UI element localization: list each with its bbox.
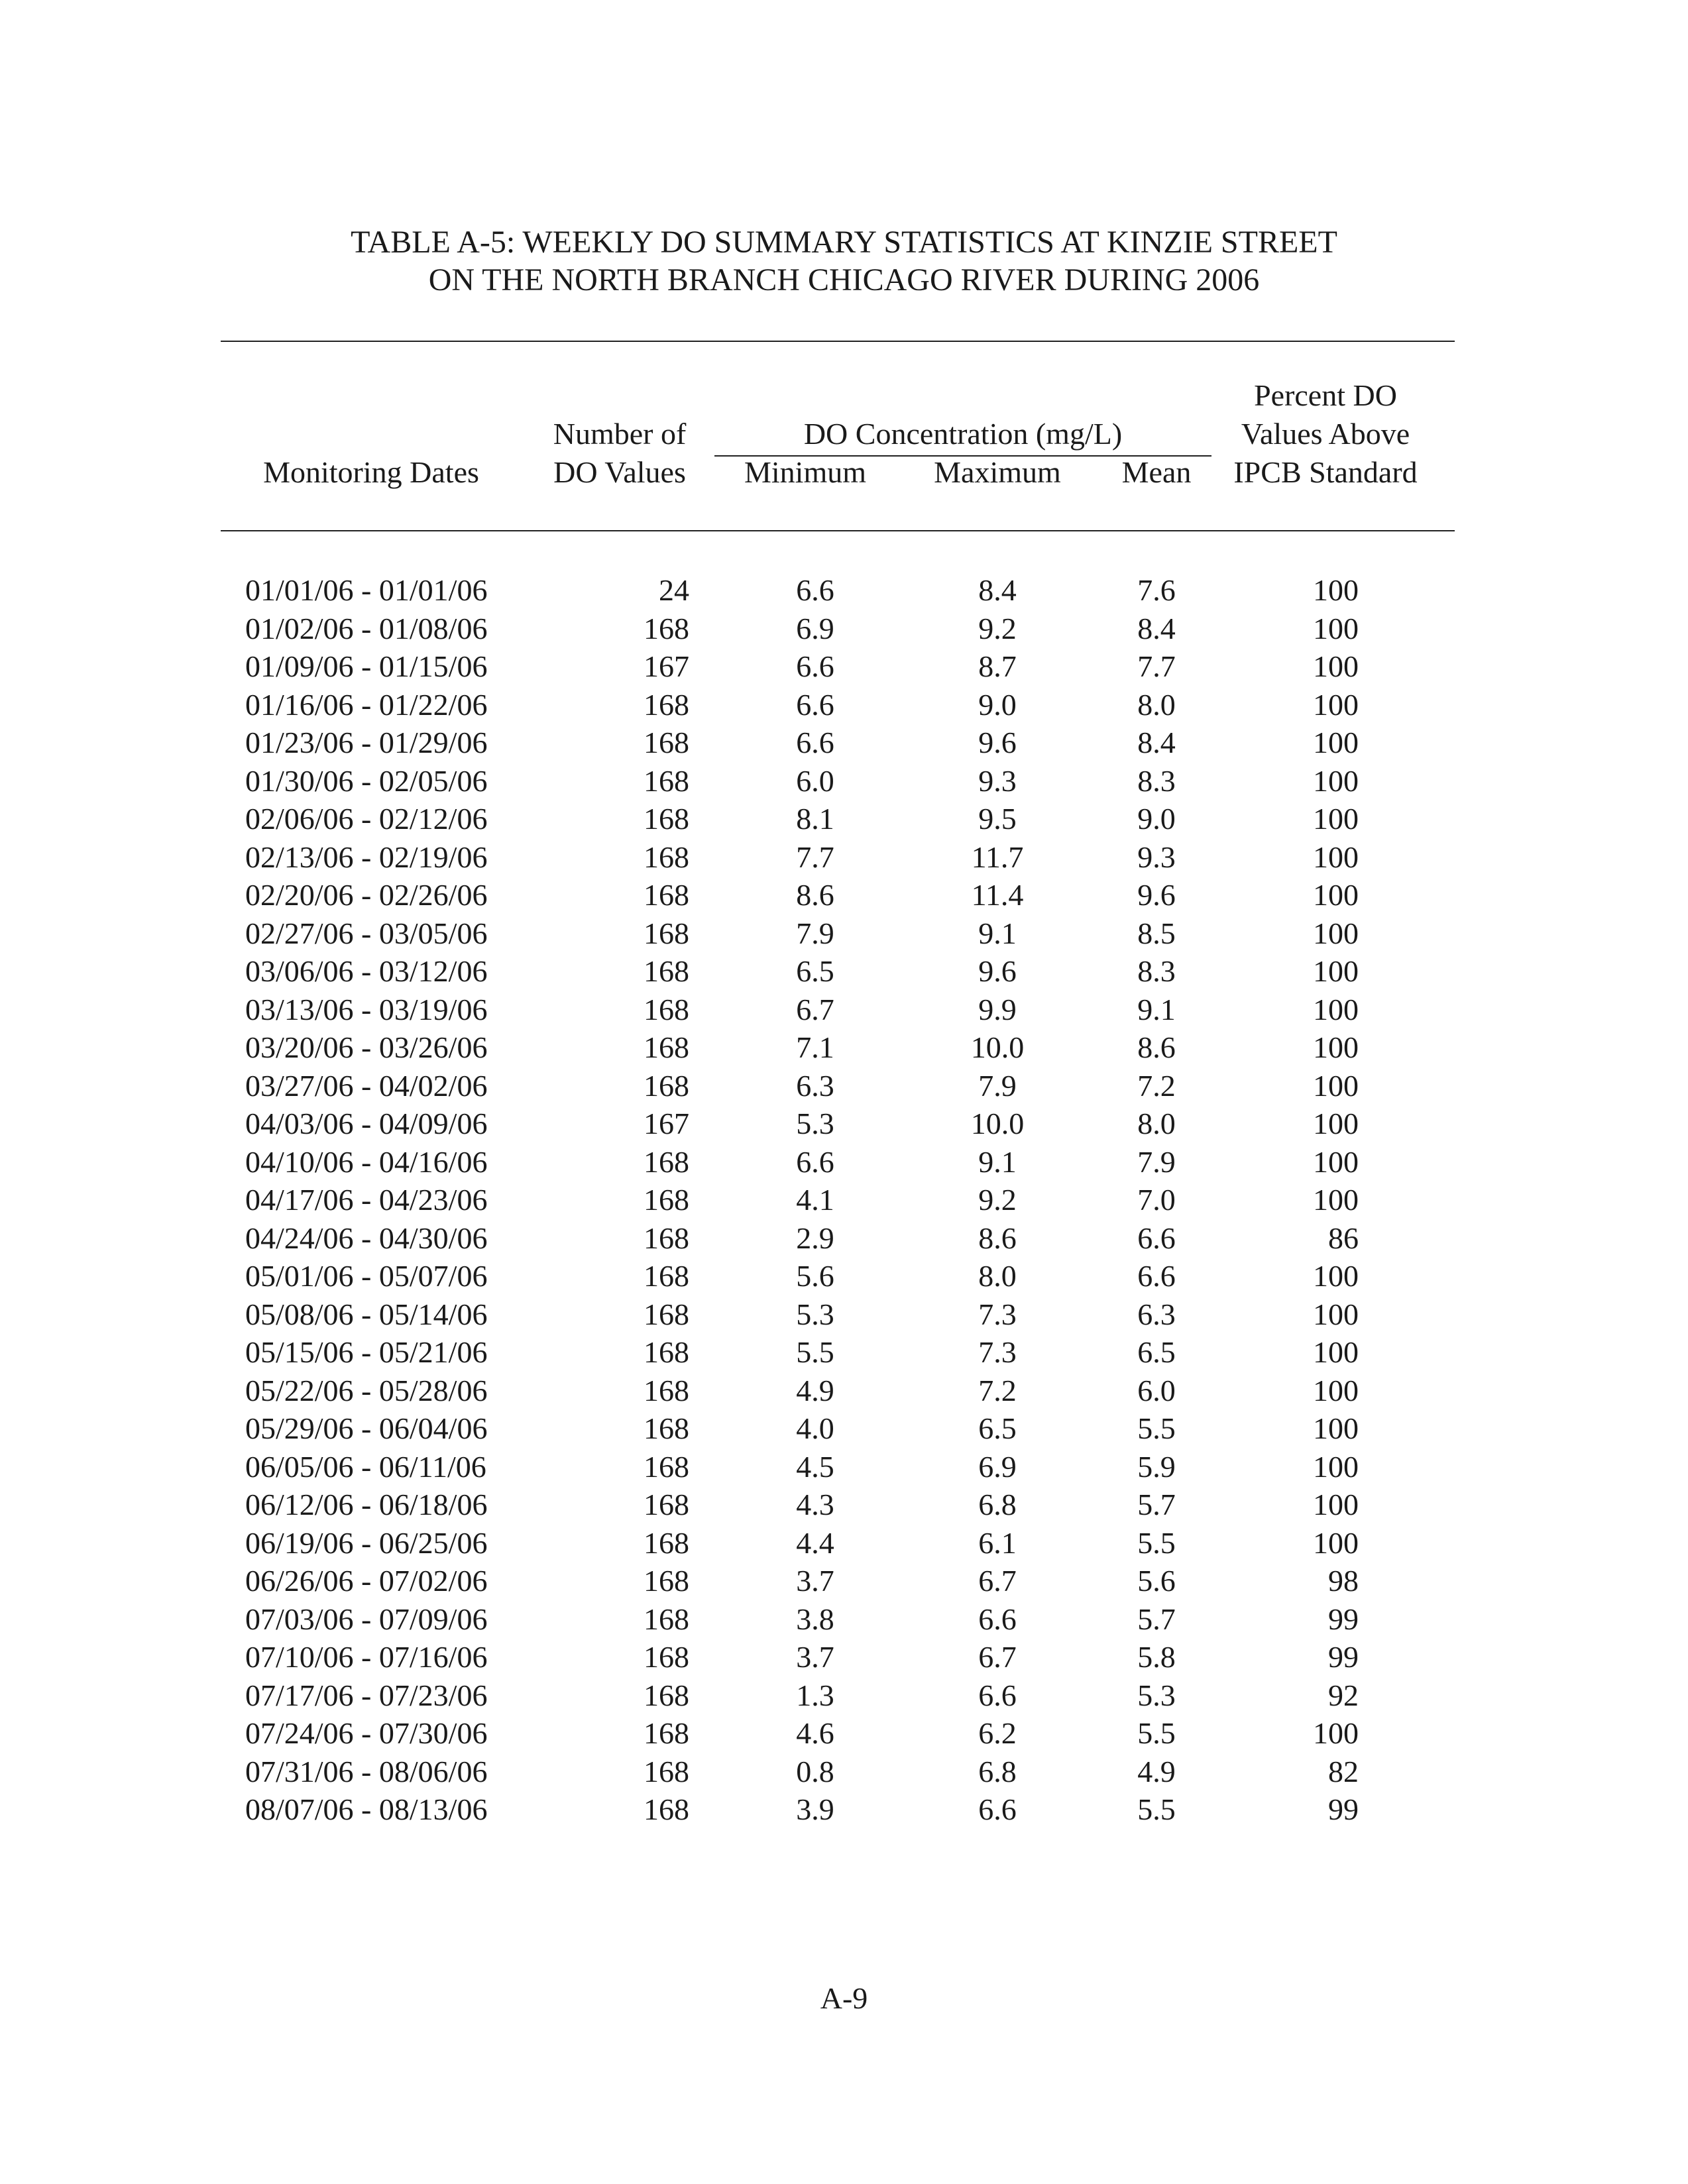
do-count-cell: 168: [644, 1754, 689, 1788]
table-row: [0, 1409, 1688, 1448]
minimum-cell: 4.6: [796, 1716, 834, 1750]
mean-cell: 6.3: [1137, 1297, 1176, 1331]
maximum-cell: 7.3: [978, 1297, 1017, 1331]
mean-cell: 7.0: [1137, 1183, 1176, 1217]
monitoring-date-cell: 03/20/06 - 03/26/06: [245, 1030, 488, 1064]
maximum-cell: 7.9: [978, 1068, 1017, 1103]
table-title-line-2: ON THE NORTH BRANCH CHICAGO RIVER DURING 2006: [428, 262, 1260, 298]
maximum-cell: 9.9: [978, 992, 1017, 1026]
maximum-cell: 6.5: [978, 1411, 1017, 1445]
do-count-cell: 168: [644, 1297, 689, 1331]
minimum-cell: 6.3: [796, 1068, 834, 1103]
percent-cell: 100: [1313, 1144, 1359, 1179]
header-top-rule: [221, 341, 1455, 342]
percent-cell: 82: [1328, 1754, 1359, 1788]
mean-cell: 5.5: [1137, 1525, 1176, 1560]
do-count-cell: 168: [644, 840, 689, 874]
mean-cell: 5.3: [1137, 1678, 1176, 1712]
monitoring-date-cell: 07/24/06 - 07/30/06: [245, 1716, 488, 1750]
maximum-cell: 9.2: [978, 611, 1017, 645]
mean-cell: 8.3: [1137, 763, 1176, 798]
percent-cell: 100: [1313, 687, 1359, 722]
mean-cell: 8.6: [1137, 1030, 1176, 1064]
mean-cell: 9.0: [1137, 802, 1176, 836]
percent-cell: 100: [1313, 916, 1359, 950]
monitoring-date-cell: 07/10/06 - 07/16/06: [245, 1640, 488, 1674]
table-row: [0, 1333, 1688, 1372]
mean-cell: 8.4: [1137, 726, 1176, 759]
monitoring-date-cell: 03/13/06 - 03/19/06: [245, 992, 488, 1026]
percent-cell: 100: [1313, 573, 1359, 607]
table-row: [0, 1181, 1688, 1219]
minimum-cell: 7.1: [796, 1030, 834, 1064]
percent-cell: 92: [1328, 1678, 1359, 1712]
mean-cell: 8.4: [1137, 611, 1176, 645]
minimum-cell: 4.1: [796, 1183, 834, 1217]
monitoring-date-cell: 03/06/06 - 03/12/06: [245, 954, 488, 988]
percent-cell: 100: [1313, 1030, 1359, 1064]
maximum-cell: 6.2: [978, 1716, 1017, 1750]
maximum-cell: 9.0: [978, 687, 1017, 722]
monitoring-date-cell: 06/05/06 - 06/11/06: [245, 1449, 486, 1484]
maximum-cell: 8.6: [978, 1221, 1017, 1255]
minimum-cell: 4.9: [796, 1373, 834, 1407]
monitoring-date-cell: 04/17/06 - 04/23/06: [245, 1183, 488, 1217]
table-row: [0, 1295, 1688, 1334]
header-minimum: Minimum: [744, 455, 867, 489]
maximum-cell: 6.6: [978, 1792, 1017, 1826]
header-percent-line3: IPCB Standard: [1233, 455, 1418, 489]
percent-cell: 98: [1328, 1564, 1359, 1598]
minimum-cell: 6.9: [796, 611, 834, 645]
do-count-cell: 168: [644, 1411, 689, 1445]
table-row: [0, 1257, 1688, 1295]
mean-cell: 9.6: [1137, 878, 1176, 912]
minimum-cell: 8.1: [796, 802, 834, 836]
monitoring-date-cell: 02/27/06 - 03/05/06: [245, 916, 488, 950]
table-row: [0, 571, 1688, 610]
monitoring-date-cell: 05/22/06 - 05/28/06: [245, 1373, 488, 1407]
do-count-cell: 168: [644, 611, 689, 645]
table-row: [0, 1600, 1688, 1639]
percent-cell: 100: [1313, 1373, 1359, 1407]
percent-cell: 100: [1313, 878, 1359, 912]
percent-cell: 100: [1313, 1411, 1359, 1445]
percent-cell: 100: [1313, 992, 1359, 1026]
percent-cell: 99: [1328, 1602, 1359, 1636]
header-mean: Mean: [1121, 455, 1192, 489]
maximum-cell: 6.6: [978, 1602, 1017, 1636]
mean-cell: 6.6: [1137, 1259, 1176, 1293]
do-count-cell: 168: [644, 1259, 689, 1293]
minimum-cell: 5.3: [796, 1107, 834, 1140]
do-count-cell: 168: [644, 1488, 689, 1521]
do-count-cell: 168: [644, 1183, 689, 1217]
percent-cell: 100: [1313, 1297, 1359, 1331]
minimum-cell: 1.3: [796, 1678, 834, 1712]
table-row: [0, 952, 1688, 991]
do-count-cell: 168: [644, 1030, 689, 1064]
minimum-cell: 6.0: [796, 763, 834, 798]
monitoring-date-cell: 03/27/06 - 04/02/06: [245, 1068, 488, 1103]
minimum-cell: 0.8: [796, 1754, 834, 1788]
table-row: [0, 1753, 1688, 1791]
do-count-cell: 168: [644, 687, 689, 722]
header-maximum: Maximum: [934, 455, 1061, 489]
minimum-cell: 4.5: [796, 1449, 834, 1484]
mean-cell: 5.5: [1137, 1411, 1176, 1445]
minimum-cell: 7.7: [796, 840, 834, 874]
minimum-cell: 4.0: [796, 1411, 834, 1445]
monitoring-date-cell: 02/13/06 - 02/19/06: [245, 840, 488, 874]
mean-cell: 7.7: [1137, 649, 1176, 683]
mean-cell: 6.0: [1137, 1373, 1176, 1407]
monitoring-date-cell: 06/19/06 - 06/25/06: [245, 1525, 488, 1560]
do-count-cell: 168: [644, 1716, 689, 1750]
monitoring-date-cell: 04/03/06 - 04/09/06: [245, 1107, 488, 1140]
percent-cell: 86: [1328, 1221, 1359, 1255]
table-row: [0, 762, 1688, 800]
mean-cell: 5.9: [1137, 1449, 1176, 1484]
do-count-cell: 168: [644, 1792, 689, 1826]
monitoring-date-cell: 05/29/06 - 06/04/06: [245, 1411, 488, 1445]
minimum-cell: 6.6: [796, 726, 834, 759]
maximum-cell: 10.0: [970, 1030, 1025, 1064]
do-count-cell: 168: [644, 726, 689, 759]
table-row: [0, 1714, 1688, 1753]
mean-cell: 5.8: [1137, 1640, 1176, 1674]
mean-cell: 8.0: [1137, 1107, 1176, 1140]
table-row: [0, 1028, 1688, 1067]
percent-cell: 100: [1313, 1716, 1359, 1750]
do-count-cell: 168: [644, 1335, 689, 1369]
minimum-cell: 6.6: [796, 1144, 834, 1179]
monitoring-date-cell: 07/17/06 - 07/23/06: [245, 1678, 488, 1712]
percent-cell: 100: [1313, 763, 1359, 798]
maximum-cell: 10.0: [970, 1107, 1025, 1140]
minimum-cell: 4.3: [796, 1488, 834, 1521]
mean-cell: 4.9: [1137, 1754, 1176, 1788]
mean-cell: 5.5: [1137, 1792, 1176, 1826]
table-row: [0, 1143, 1688, 1181]
percent-cell: 100: [1313, 726, 1359, 759]
minimum-cell: 6.6: [796, 649, 834, 683]
maximum-cell: 9.6: [978, 726, 1017, 759]
table-row: [0, 1105, 1688, 1143]
table-row: [0, 610, 1688, 648]
do-count-cell: 168: [644, 916, 689, 950]
maximum-cell: 6.6: [978, 1678, 1017, 1712]
percent-cell: 100: [1313, 611, 1359, 645]
table-row: [0, 914, 1688, 953]
do-count-cell: 168: [644, 1373, 689, 1407]
header-percent-line2: Values Above: [1241, 417, 1410, 451]
table-row: [0, 1524, 1688, 1562]
mean-cell: 6.5: [1137, 1335, 1176, 1369]
do-count-cell: 24: [659, 573, 689, 607]
table-row: [0, 838, 1688, 877]
table-row: [0, 1638, 1688, 1676]
do-count-cell: 168: [644, 763, 689, 798]
table-row: [0, 647, 1688, 686]
mean-cell: 5.5: [1137, 1716, 1176, 1750]
monitoring-date-cell: 01/01/06 - 01/01/06: [245, 573, 488, 607]
do-count-cell: 168: [644, 1144, 689, 1179]
mean-cell: 7.9: [1137, 1144, 1176, 1179]
table-row: [0, 1790, 1688, 1829]
monitoring-date-cell: 01/02/06 - 01/08/06: [245, 611, 488, 645]
table-row: [0, 686, 1688, 724]
maximum-cell: 9.1: [978, 916, 1017, 950]
percent-cell: 100: [1313, 649, 1359, 683]
mean-cell: 8.5: [1137, 916, 1176, 950]
mean-cell: 7.2: [1137, 1068, 1176, 1103]
maximum-cell: 9.6: [978, 954, 1017, 988]
maximum-cell: 8.7: [978, 649, 1017, 683]
percent-cell: 100: [1313, 1183, 1359, 1217]
minimum-cell: 5.3: [796, 1297, 834, 1331]
minimum-cell: 6.6: [796, 687, 834, 722]
maximum-cell: 6.8: [978, 1754, 1017, 1788]
mean-cell: 7.6: [1137, 573, 1176, 607]
mean-cell: 9.3: [1137, 840, 1176, 874]
monitoring-date-cell: 01/16/06 - 01/22/06: [245, 687, 488, 722]
do-count-cell: 168: [644, 1564, 689, 1598]
percent-cell: 100: [1313, 1259, 1359, 1293]
table-title-line-1: TABLE A-5: WEEKLY DO SUMMARY STATISTICS AT KINZIE STREET: [351, 225, 1337, 260]
table-row: [0, 724, 1688, 762]
do-count-cell: 168: [644, 1678, 689, 1712]
maximum-cell: 6.9: [978, 1449, 1017, 1484]
table-row: [0, 876, 1688, 914]
maximum-cell: 8.0: [978, 1259, 1017, 1293]
monitoring-date-cell: 02/06/06 - 02/12/06: [245, 802, 488, 836]
minimum-cell: 5.5: [796, 1335, 834, 1369]
maximum-cell: 7.2: [978, 1373, 1017, 1407]
monitoring-date-cell: 05/15/06 - 05/21/06: [245, 1335, 488, 1369]
maximum-cell: 9.3: [978, 763, 1017, 798]
mean-cell: 6.6: [1137, 1221, 1176, 1255]
percent-cell: 100: [1313, 1488, 1359, 1521]
percent-cell: 100: [1313, 840, 1359, 874]
maximum-cell: 11.7: [971, 840, 1024, 874]
do-count-cell: 168: [644, 878, 689, 912]
table-row: [0, 1067, 1688, 1105]
maximum-cell: 6.1: [978, 1525, 1017, 1560]
do-count-cell: 168: [644, 992, 689, 1026]
table-row: [0, 991, 1688, 1029]
percent-cell: 99: [1328, 1792, 1359, 1826]
maximum-cell: 9.2: [978, 1183, 1017, 1217]
minimum-cell: 3.7: [796, 1640, 834, 1674]
monitoring-date-cell: 06/12/06 - 06/18/06: [245, 1488, 488, 1521]
monitoring-date-cell: 01/09/06 - 01/15/06: [245, 649, 488, 683]
percent-cell: 99: [1328, 1640, 1359, 1674]
mean-cell: 5.7: [1137, 1602, 1176, 1636]
monitoring-date-cell: 05/08/06 - 05/14/06: [245, 1297, 488, 1331]
maximum-cell: 8.4: [978, 573, 1017, 607]
do-count-cell: 168: [644, 1525, 689, 1560]
page-number: A-9: [820, 1981, 868, 2015]
do-count-cell: 168: [644, 1449, 689, 1484]
minimum-cell: 3.8: [796, 1602, 834, 1636]
maximum-cell: 9.5: [978, 802, 1017, 836]
percent-cell: 100: [1313, 802, 1359, 836]
do-count-cell: 168: [644, 1068, 689, 1103]
table-row: [0, 800, 1688, 838]
table-row: [0, 1486, 1688, 1524]
header-do-concentration: DO Concentration (mg/L): [803, 417, 1123, 451]
percent-cell: 100: [1313, 1107, 1359, 1140]
do-count-cell: 167: [644, 649, 689, 683]
percent-cell: 100: [1313, 1068, 1359, 1103]
do-count-cell: 168: [644, 802, 689, 836]
mean-cell: 5.7: [1137, 1488, 1176, 1521]
monitoring-date-cell: 06/26/06 - 07/02/06: [245, 1564, 488, 1598]
percent-cell: 100: [1313, 1335, 1359, 1369]
monitoring-date-cell: 05/01/06 - 05/07/06: [245, 1259, 488, 1293]
minimum-cell: 4.4: [796, 1525, 834, 1560]
do-count-cell: 168: [644, 1640, 689, 1674]
do-count-cell: 168: [644, 954, 689, 988]
maximum-cell: 6.7: [978, 1640, 1017, 1674]
minimum-cell: 3.7: [796, 1564, 834, 1598]
header-bottom-rule: [221, 530, 1455, 531]
maximum-cell: 6.7: [978, 1564, 1017, 1598]
mean-cell: 5.6: [1137, 1564, 1176, 1598]
monitoring-date-cell: 04/10/06 - 04/16/06: [245, 1144, 488, 1179]
minimum-cell: 6.5: [796, 954, 834, 988]
header-number-of-line2: DO Values: [553, 455, 686, 489]
minimum-cell: 6.6: [796, 573, 834, 607]
minimum-cell: 2.9: [796, 1221, 834, 1255]
maximum-cell: 6.8: [978, 1488, 1017, 1521]
maximum-cell: 11.4: [971, 878, 1024, 912]
do-count-cell: 168: [644, 1221, 689, 1255]
minimum-cell: 8.6: [796, 878, 834, 912]
do-count-cell: 167: [644, 1107, 689, 1140]
minimum-cell: 7.9: [796, 916, 834, 950]
header-percent-line1: Percent DO: [1254, 378, 1397, 412]
monitoring-date-cell: 04/24/06 - 04/30/06: [245, 1221, 488, 1255]
minimum-cell: 6.7: [796, 992, 834, 1026]
mean-cell: 9.1: [1137, 992, 1176, 1026]
monitoring-date-cell: 08/07/06 - 08/13/06: [245, 1792, 488, 1826]
table-row: [0, 1219, 1688, 1258]
table-row: [0, 1372, 1688, 1410]
table-row: [0, 1676, 1688, 1715]
maximum-cell: 9.1: [978, 1144, 1017, 1179]
do-count-cell: 168: [644, 1602, 689, 1636]
percent-cell: 100: [1313, 954, 1359, 988]
percent-cell: 100: [1313, 1449, 1359, 1484]
minimum-cell: 3.9: [796, 1792, 834, 1826]
monitoring-date-cell: 01/30/06 - 02/05/06: [245, 763, 488, 798]
maximum-cell: 7.3: [978, 1335, 1017, 1369]
table-row: [0, 1448, 1688, 1486]
mean-cell: 8.0: [1137, 687, 1176, 722]
monitoring-date-cell: 07/03/06 - 07/09/06: [245, 1602, 488, 1636]
monitoring-date-cell: 01/23/06 - 01/29/06: [245, 726, 488, 759]
header-number-of-line1: Number of: [553, 417, 687, 451]
minimum-cell: 5.6: [796, 1259, 834, 1293]
monitoring-date-cell: 07/31/06 - 08/06/06: [245, 1754, 488, 1788]
header-monitoring-dates: Monitoring Dates: [263, 455, 479, 489]
monitoring-date-cell: 02/20/06 - 02/26/06: [245, 878, 488, 912]
table-row: [0, 1562, 1688, 1600]
mean-cell: 8.3: [1137, 954, 1176, 988]
percent-cell: 100: [1313, 1525, 1359, 1560]
